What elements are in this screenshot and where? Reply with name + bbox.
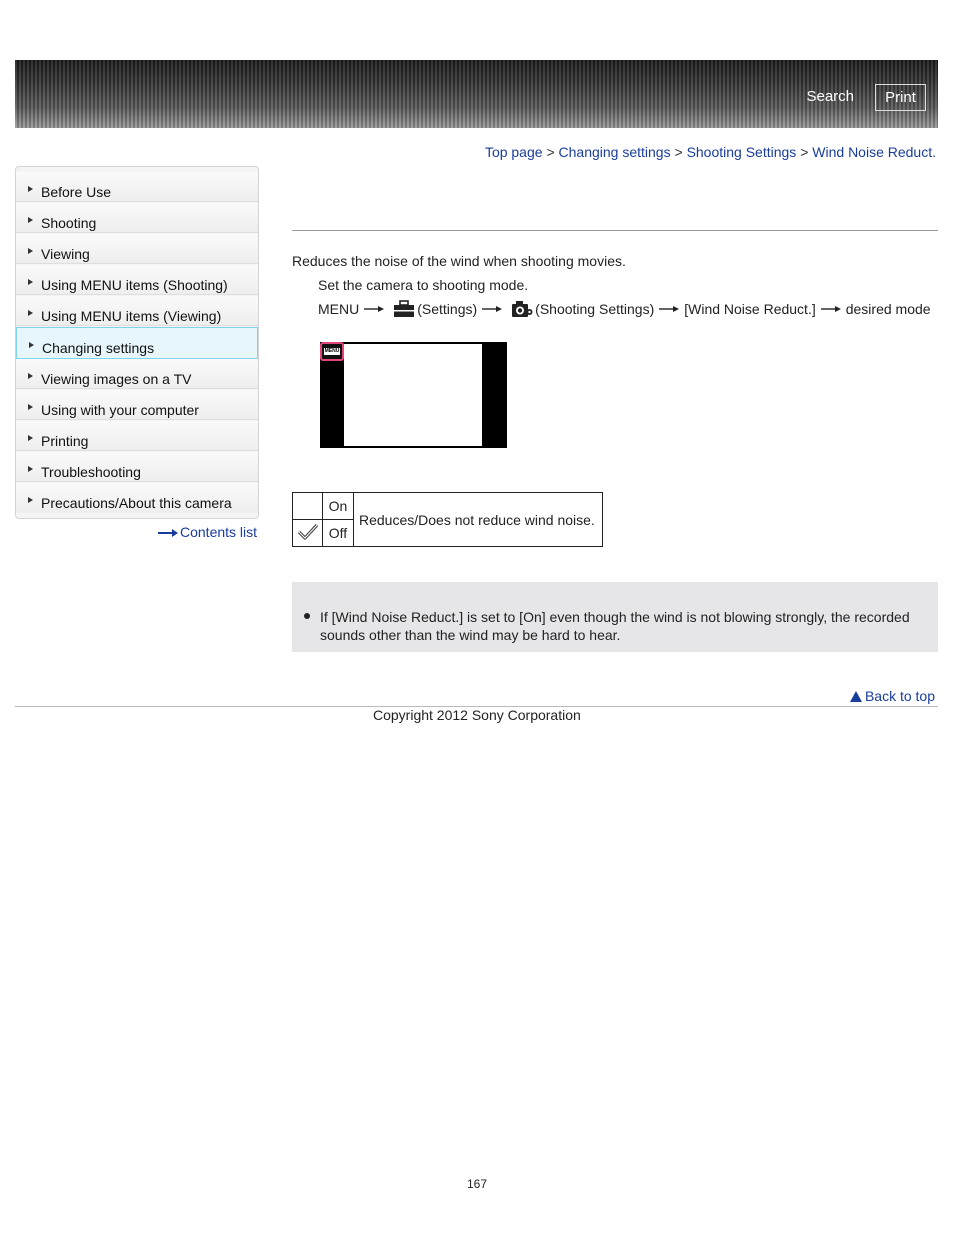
- triangle-right-icon: [28, 186, 33, 192]
- sidebar-item-label: Viewing: [41, 246, 90, 262]
- note-box: [292, 582, 938, 652]
- sidebar-item-label: Viewing images on a TV: [41, 371, 192, 387]
- sidebar-item-viewing[interactable]: [16, 234, 258, 264]
- breadcrumb-separator: >: [546, 144, 555, 160]
- triangle-right-icon: [28, 248, 33, 254]
- sidebar-item-label: Printing: [41, 433, 89, 449]
- option-value-on: On: [323, 493, 354, 520]
- right-arrow-icon: [481, 304, 503, 314]
- menu-item-label: [Wind Noise Reduct.]: [684, 301, 816, 317]
- triangle-right-icon: [29, 342, 34, 348]
- right-arrow-icon: [820, 304, 842, 314]
- sidebar-item-changing-settings[interactable]: [16, 327, 258, 359]
- sidebar-item-troubleshooting[interactable]: [16, 452, 258, 482]
- menu-button-highlight: [320, 342, 344, 361]
- toolbox-icon: [393, 300, 415, 318]
- triangle-right-icon: [28, 217, 33, 223]
- shooting-settings-label: (Shooting Settings): [535, 301, 655, 317]
- title-divider: [292, 230, 938, 231]
- note-text: If [Wind Noise Reduct.] is set to [On] even though the wind is not blowing strongly, the recorded sounds other than the wind may be hard to hear.: [320, 609, 910, 643]
- sidebar-item-label: Using MENU items (Viewing): [41, 308, 222, 324]
- sidebar-item-menu-viewing[interactable]: [16, 296, 258, 326]
- menu-button-text: MENU: [324, 348, 340, 354]
- breadcrumb-current-page[interactable]: Wind Noise Reduct.: [812, 144, 936, 160]
- menu-label: MENU: [318, 301, 360, 317]
- desired-mode-label: desired mode: [845, 301, 931, 317]
- sidebar-item-label: Troubleshooting: [41, 464, 141, 480]
- camera-gear-icon: [511, 300, 533, 318]
- step-1-text: Set the camera to shooting mode.: [318, 277, 529, 293]
- sidebar-item-label: Shooting: [41, 215, 97, 231]
- sidebar-item-shooting[interactable]: [16, 203, 258, 233]
- right-arrow-icon: [658, 304, 680, 314]
- sidebar-item-computer[interactable]: [16, 390, 258, 420]
- header-bar: [15, 60, 938, 128]
- triangle-right-icon: [28, 497, 33, 503]
- breadcrumb-changing-settings[interactable]: Changing settings: [558, 144, 671, 160]
- sidebar-item-viewing-tv[interactable]: [16, 359, 258, 389]
- triangle-right-icon: [28, 373, 33, 379]
- option-description: Reduces/Does not reduce wind noise.: [354, 493, 603, 547]
- breadcrumb-separator: >: [800, 144, 809, 160]
- sidebar-item-label: Precautions/About this camera: [41, 495, 232, 511]
- search-link[interactable]: Search: [806, 88, 854, 105]
- triangle-right-icon: [28, 466, 33, 472]
- sidebar-item-label: Using MENU items (Shooting): [41, 277, 228, 293]
- screen-display-area: [344, 344, 482, 446]
- breadcrumb-separator: >: [674, 144, 683, 160]
- page-description: Reduces the noise of the wind when shooting movies.: [292, 253, 626, 269]
- option-value-off: Off: [323, 520, 354, 547]
- triangle-up-icon: [850, 691, 862, 702]
- sidebar-item-precautions[interactable]: [16, 483, 258, 513]
- page-number: 167: [466, 1177, 488, 1191]
- triangle-right-icon: [28, 279, 33, 285]
- options-table: [292, 492, 603, 547]
- bullet-icon: [304, 613, 310, 619]
- table-row: [293, 493, 603, 520]
- back-to-top-label: Back to top: [864, 688, 935, 704]
- contents-list-label: Contents list: [180, 524, 258, 540]
- print-button[interactable]: Print: [875, 84, 926, 111]
- camera-screen-illustration: [320, 342, 507, 448]
- breadcrumb: [485, 144, 936, 160]
- breadcrumb-top-page[interactable]: Top page: [484, 144, 543, 160]
- option-check-cell: [293, 520, 323, 547]
- copyright-text: Copyright 2012 Sony Corporation: [373, 707, 581, 723]
- triangle-right-icon: [28, 404, 33, 410]
- triangle-right-icon: [28, 435, 33, 441]
- sidebar-item-label: Changing settings: [42, 340, 155, 356]
- breadcrumb-shooting-settings[interactable]: Shooting Settings: [686, 144, 797, 160]
- sidebar-item-label: Before Use: [41, 184, 112, 200]
- arrow-right-icon: [158, 528, 178, 538]
- contents-list-link[interactable]: [158, 524, 257, 540]
- option-check-cell: [293, 493, 323, 520]
- checkmark-icon: [297, 523, 319, 541]
- right-arrow-icon: [363, 304, 385, 314]
- sidebar-item-menu-shooting[interactable]: [16, 265, 258, 295]
- triangle-right-icon: [28, 310, 33, 316]
- back-to-top-link[interactable]: [850, 688, 935, 704]
- settings-label: (Settings): [417, 301, 478, 317]
- sidebar-item-label: Using with your computer: [41, 402, 199, 418]
- sidebar-item-before-use[interactable]: [16, 172, 258, 202]
- sidebar-item-printing[interactable]: [16, 421, 258, 451]
- sidebar-nav: [15, 166, 259, 519]
- step-2-path: [318, 300, 931, 318]
